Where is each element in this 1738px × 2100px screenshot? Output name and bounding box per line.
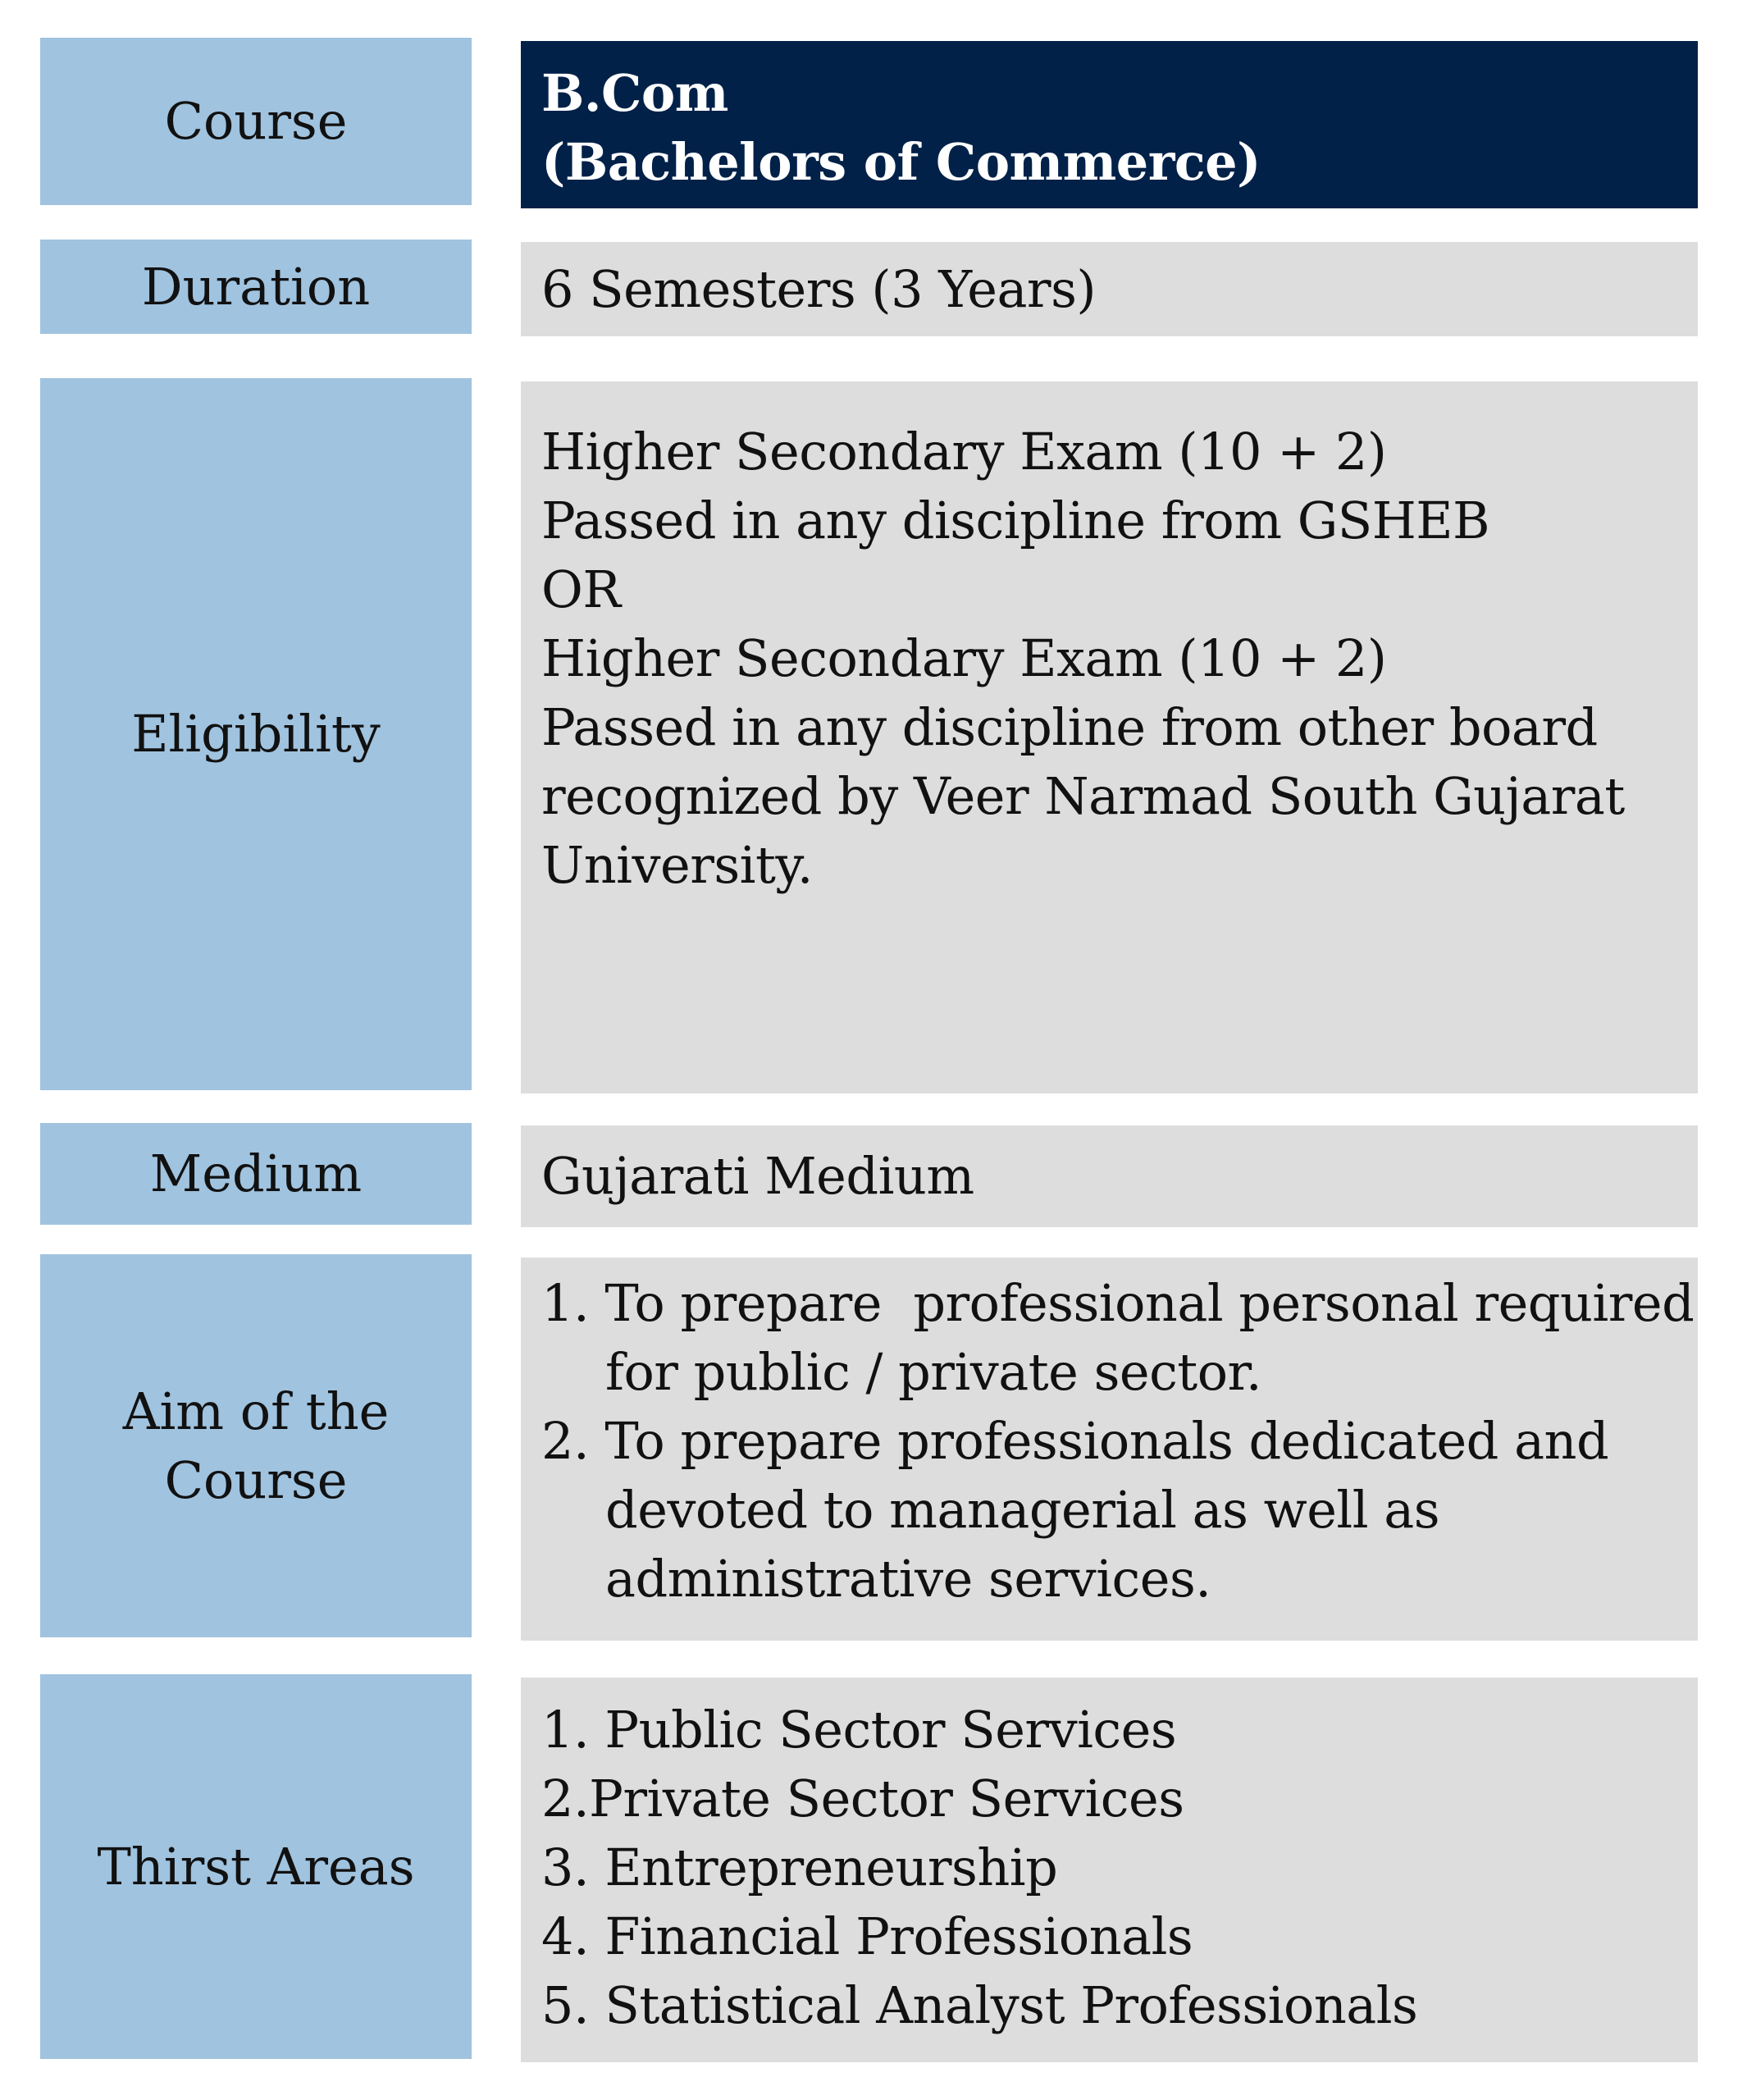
aim-list bbox=[541, 1269, 1695, 1614]
thirst-item: 5. Statistical Analyst Professionals bbox=[541, 1975, 1418, 2035]
eligibility-line: Higher Secondary Exam (10 + 2) bbox=[541, 628, 1387, 688]
eligibility-line: Passed in any discipline from GSHEB bbox=[541, 491, 1490, 550]
eligibility-line: Passed in any discipline from other board bbox=[541, 697, 1598, 757]
thirst-value-cell bbox=[521, 1678, 1698, 2062]
course-label: Course bbox=[164, 91, 348, 151]
aim-value-cell bbox=[521, 1258, 1698, 1641]
aim-label-line: Course bbox=[164, 1449, 348, 1510]
course-value-cell bbox=[521, 41, 1698, 208]
eligibility-line: University. bbox=[541, 835, 813, 895]
aim-item-continuation: devoted to managerial as well as bbox=[605, 1480, 1440, 1540]
aim-item-text: 1. To prepare professional personal required bbox=[541, 1273, 1695, 1333]
course-full-name: (Bachelors of Commerce) bbox=[541, 132, 1261, 192]
aim-label-line: Aim of the bbox=[122, 1381, 390, 1441]
course-label-cell bbox=[40, 38, 472, 205]
duration-label: Duration bbox=[141, 256, 371, 317]
thirst-list bbox=[541, 1696, 1686, 2040]
aim-item-continuation: administrative services. bbox=[605, 1549, 1211, 1609]
medium-value: Gujarati Medium bbox=[541, 1146, 974, 1206]
eligibility-line: recognized by Veer Narmad South Gujarat bbox=[541, 766, 1625, 826]
eligibility-line: Higher Secondary Exam (10 + 2) bbox=[541, 422, 1387, 482]
aim-label-cell bbox=[40, 1254, 472, 1637]
aim-item bbox=[541, 1407, 1686, 1614]
eligibility-label: Eligibility bbox=[131, 704, 381, 764]
duration-label-cell bbox=[40, 240, 472, 334]
eligibility-content bbox=[521, 381, 1698, 1093]
thirst-label-cell bbox=[40, 1674, 472, 2059]
course-name: B.Com bbox=[541, 63, 728, 123]
aim-item-text: 2. To prepare professionals dedicated and bbox=[541, 1411, 1609, 1471]
eligibility-line: OR bbox=[541, 559, 621, 619]
eligibility-label-cell bbox=[40, 378, 472, 1090]
duration-value: 6 Semesters (3 Years) bbox=[541, 258, 1097, 319]
thirst-item: 2.Private Sector Services bbox=[541, 1769, 1184, 1828]
duration-value-cell bbox=[521, 242, 1698, 336]
medium-label-cell bbox=[40, 1123, 472, 1225]
medium-value-cell bbox=[521, 1125, 1698, 1227]
aim-item-continuation: for public / private sector. bbox=[605, 1342, 1262, 1402]
thirst-item: 1. Public Sector Services bbox=[541, 1700, 1177, 1760]
thirst-item: 3. Entrepreneurship bbox=[541, 1838, 1058, 1897]
aim-item bbox=[541, 1269, 1695, 1407]
thirst-label: Thirst Areas bbox=[97, 1836, 415, 1897]
medium-label: Medium bbox=[149, 1144, 363, 1203]
thirst-item: 4. Financial Professionals bbox=[541, 1906, 1193, 1966]
